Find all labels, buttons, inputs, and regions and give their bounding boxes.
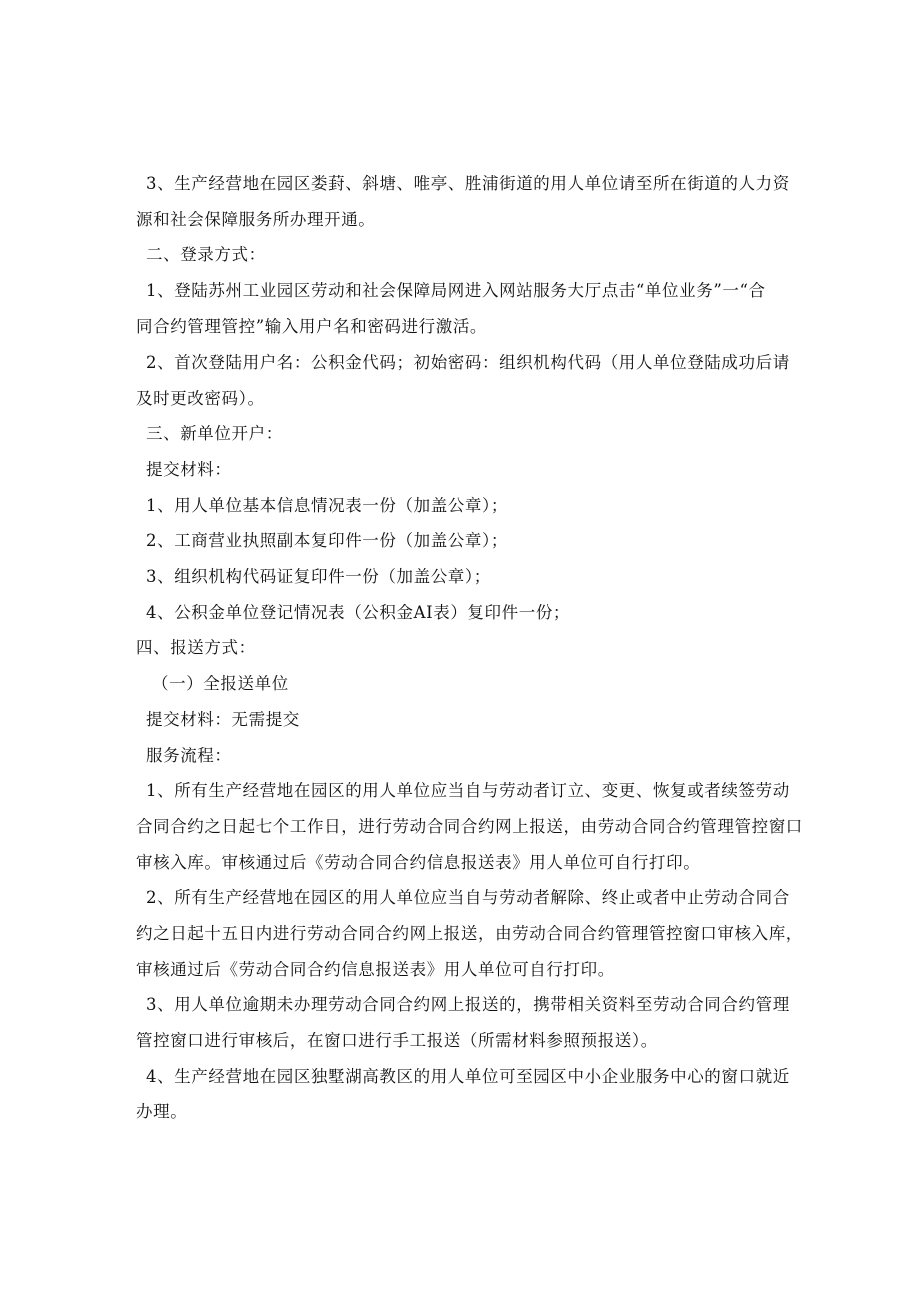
text-line: 合同合约之日起七个工作日，进行劳动合同合约网上报送，由劳动合同合约管理管控窗口 bbox=[136, 817, 803, 836]
text-line: 办理。 bbox=[136, 1102, 188, 1121]
section-heading-login: 二、登录方式： bbox=[146, 245, 266, 264]
text-line: 源和社会保障服务所办理开通。 bbox=[136, 210, 376, 229]
text-line: 3、生产经营地在园区娄葑、斜塘、唯亭、胜浦街道的用人单位请至所在街道的人力资 bbox=[146, 174, 790, 193]
text-line: 1、所有生产经营地在园区的用人单位应当自与劳动者订立、变更、恢复或者续签劳动 bbox=[146, 781, 790, 800]
subsection-heading: （一）全报送单位 bbox=[152, 674, 289, 693]
text-line: 提交材料：无需提交 bbox=[146, 710, 300, 729]
text-line: 及时更改密码）。 bbox=[136, 389, 265, 408]
text-line: 提交材料： bbox=[146, 460, 232, 479]
text-line: 审核入库。审核通过后《劳动合同合约信息报送表》用人单位可自行打印。 bbox=[136, 853, 701, 872]
list-item: 4、公积金单位登记情况表（公积金AI表）复印件一份； bbox=[146, 603, 571, 622]
list-item: 1、用人单位基本信息情况表一份（加盖公章）； bbox=[146, 496, 508, 515]
text-line: 服务流程： bbox=[146, 746, 232, 765]
list-item: 3、组织机构代码证复印件一份（加盖公章）； bbox=[146, 567, 491, 586]
text-line: 4、生产经营地在园区独墅湖高教区的用人单位可至园区中小企业服务中心的窗口就近 bbox=[146, 1067, 790, 1086]
text-line: 3、用人单位逾期未办理劳动合同合约网上报送的，携带相关资料至劳动合同合约管理 bbox=[146, 995, 790, 1014]
text-line: 同合约管理管控”输入用户名和密码进行激活。 bbox=[136, 317, 488, 336]
list-item: 2、工商营业执照副本复印件一份（加盖公章）； bbox=[146, 531, 508, 550]
text-line: 管控窗口进行审核后，在窗口进行手工报送（所需材料参照预报送）。 bbox=[136, 1031, 658, 1050]
text-line: 约之日起十五日内进行劳动合同合约网上报送，由劳动合同合约管理管控窗口审核入库， bbox=[136, 924, 803, 943]
text-line: 审核通过后《劳动合同合约信息报送表》用人单位可自行打印。 bbox=[136, 960, 615, 979]
text-line: 1、登陆苏州工业园区劳动和社会保障局网进入网站服务大厅点击“单位业务”一“合 bbox=[146, 281, 766, 300]
section-heading-submission: 四、报送方式： bbox=[136, 638, 256, 657]
section-heading-new-account: 三、新单位开户： bbox=[146, 424, 283, 443]
text-line: 2、所有生产经营地在园区的用人单位应当自与劳动者解除、终止或者中止劳动合同合 bbox=[146, 888, 790, 907]
text-line: 2、首次登陆用户名：公积金代码；初始密码：组织机构代码（用人单位登陆成功后请 bbox=[146, 353, 790, 372]
